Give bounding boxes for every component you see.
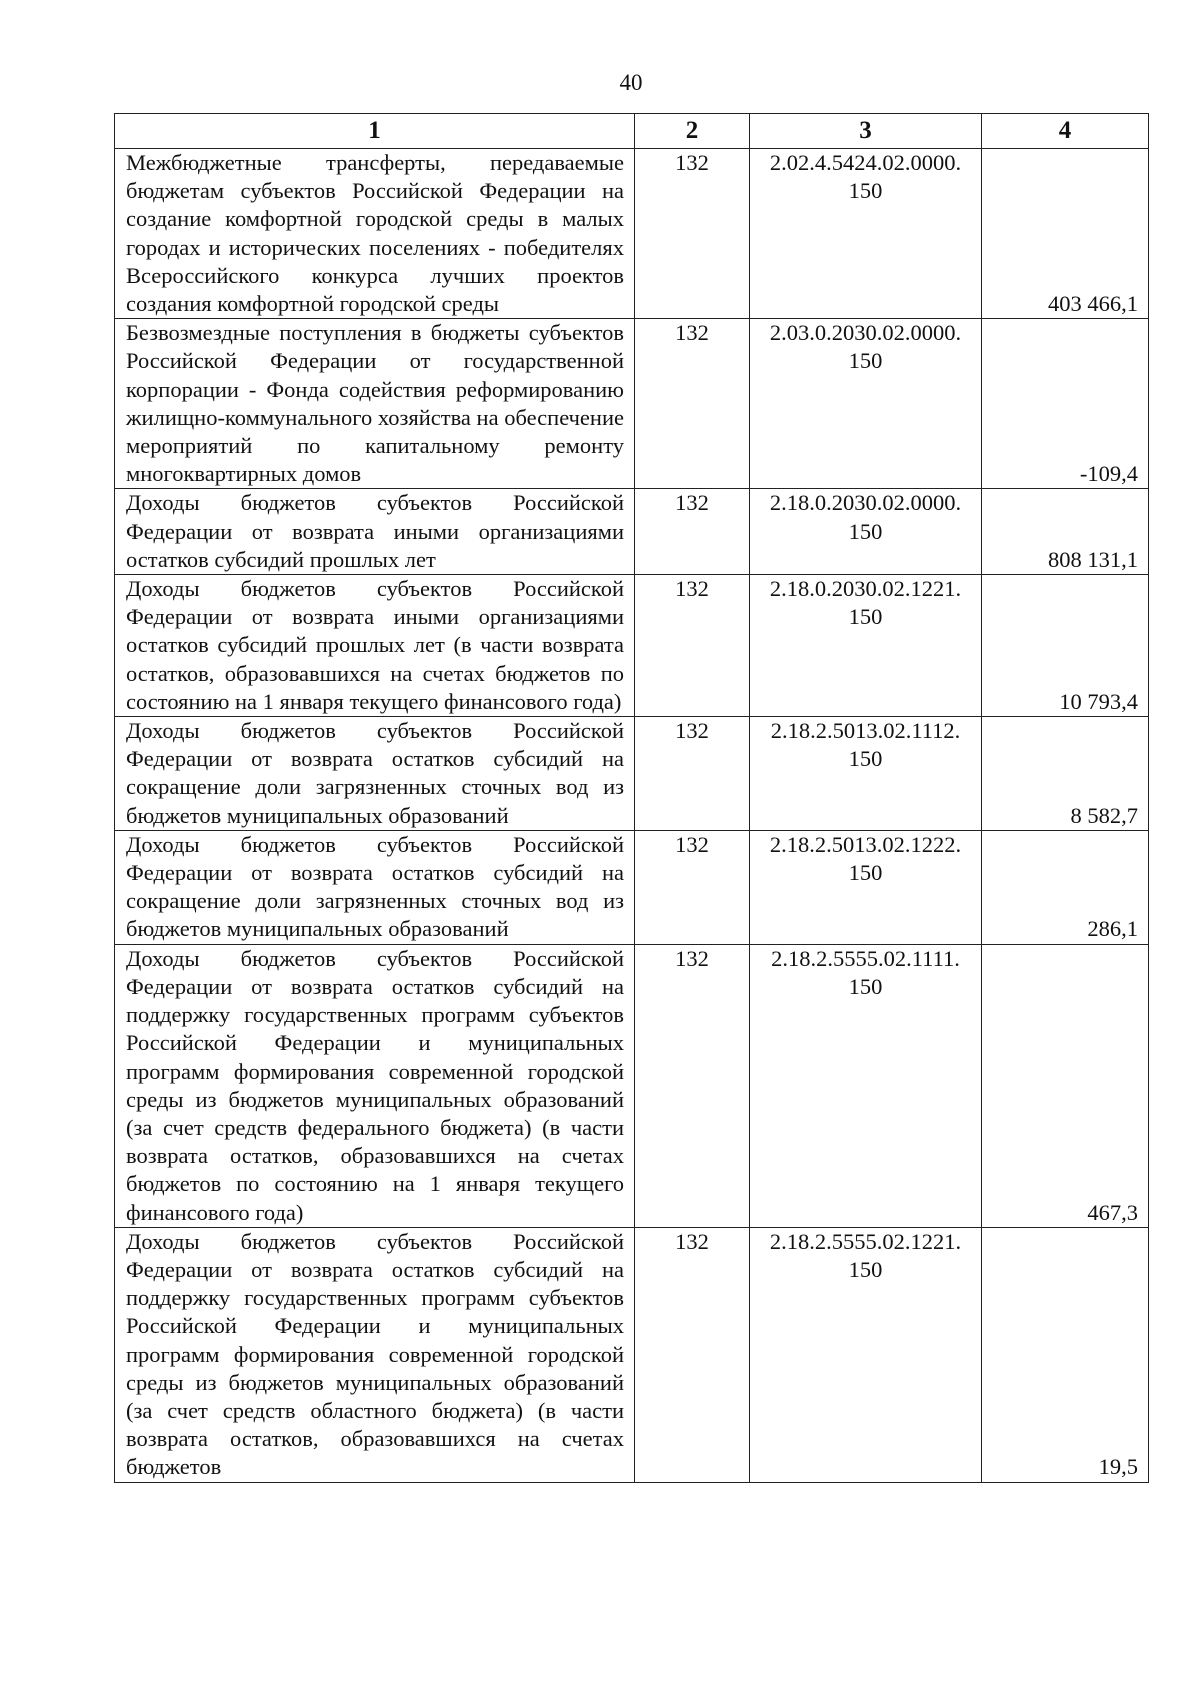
row-description: Доходы бюджетов субъектов Российской Федерации от возврата остатков субсидий на сокращение доли загрязненных сточных вод из бюджетов муниципальных образований (115, 717, 635, 831)
column-header-2: 2 (635, 114, 750, 149)
table-row (115, 830, 1149, 944)
row-description: Доходы бюджетов субъектов Российской Федерации от возврата остатков субсидий на сокращение доли загрязненных сточных вод из бюджетов муниципальных образований (115, 830, 635, 944)
row-description: Межбюджетные трансферты, передаваемые бюджетам субъектов Российской Федерации на создание комфортной городской среды в малых городах и исторических поселениях - победителях Всероссийского конкурса лучших проектов создания комфортной городской среды (115, 149, 635, 319)
row-description: Доходы бюджетов субъектов Российской Федерации от возврата иными организациями остатков субсидий прошлых лет (в части возврата остатков, образовавшихся на счетах бюджетов по состоянию на 1 января текущего финансового года) (115, 575, 635, 717)
row-amount: -109,4 (982, 319, 1149, 489)
row-kbk-code: 2.02.4.5424.02.0000. 150 (750, 149, 982, 319)
row-kbk-code: 2.18.2.5013.02.1112. 150 (750, 717, 982, 831)
row-amount: 467,3 (982, 944, 1149, 1227)
row-kbk-code: 2.03.0.2030.02.0000. 150 (750, 319, 982, 489)
row-kbk-code: 2.18.0.2030.02.0000. 150 (750, 489, 982, 575)
row-kbk-code: 2.18.0.2030.02.1221. 150 (750, 575, 982, 717)
row-kbk-code: 2.18.2.5555.02.1111. 150 (750, 944, 982, 1227)
row-admin-code: 132 (635, 830, 750, 944)
row-description: Доходы бюджетов субъектов Российской Федерации от возврата остатков субсидий на поддержку государственных программ субъектов Российской Федерации и муниципальных программ формирования современной городской среды из бюджетов муниципальных образований (за счет средств федерального бюджета) (в части возврата остатков, образовавшихся на счетах бюджетов по состоянию на 1 января текущего финансового года) (115, 944, 635, 1227)
row-amount: 286,1 (982, 830, 1149, 944)
row-description: Доходы бюджетов субъектов Российской Федерации от возврата иными организациями остатков субсидий прошлых лет (115, 489, 635, 575)
row-admin-code: 132 (635, 319, 750, 489)
table-row (115, 717, 1149, 831)
column-header-3: 3 (750, 114, 982, 149)
row-description: Безвозмездные поступления в бюджеты субъектов Российской Федерации от государственной корпорации - Фонда содействия реформированию жилищно-коммунального хозяйства на обеспечение мероприятий по капитальному ремонту многоквартирных домов (115, 319, 635, 489)
budget-revenue-table (114, 113, 1149, 1483)
row-amount: 10 793,4 (982, 575, 1149, 717)
table-row (115, 1227, 1149, 1482)
table-row (115, 575, 1149, 717)
row-admin-code: 132 (635, 1227, 750, 1482)
column-header-4: 4 (982, 114, 1149, 149)
row-amount: 19,5 (982, 1227, 1149, 1482)
row-amount: 808 131,1 (982, 489, 1149, 575)
row-amount: 403 466,1 (982, 149, 1149, 319)
row-amount: 8 582,7 (982, 717, 1149, 831)
row-admin-code: 132 (635, 489, 750, 575)
table-row (115, 149, 1149, 319)
row-kbk-code: 2.18.2.5555.02.1221. 150 (750, 1227, 982, 1482)
row-admin-code: 132 (635, 149, 750, 319)
row-admin-code: 132 (635, 575, 750, 717)
row-description: Доходы бюджетов субъектов Российской Федерации от возврата остатков субсидий на поддержку государственных программ субъектов Российской Федерации и муниципальных программ формирования современной городской среды из бюджетов муниципальных образований (за счет средств областного бюджета) (в части возврата остатков, образовавшихся на счетах бюджетов (115, 1227, 635, 1482)
page-number: 40 (619, 70, 643, 95)
row-kbk-code: 2.18.2.5013.02.1222. 150 (750, 830, 982, 944)
table-row (115, 489, 1149, 575)
column-header-1: 1 (115, 114, 635, 149)
table-row (115, 319, 1149, 489)
table-row (115, 944, 1149, 1227)
row-admin-code: 132 (635, 944, 750, 1227)
table-header-row (115, 114, 1149, 149)
row-admin-code: 132 (635, 717, 750, 831)
